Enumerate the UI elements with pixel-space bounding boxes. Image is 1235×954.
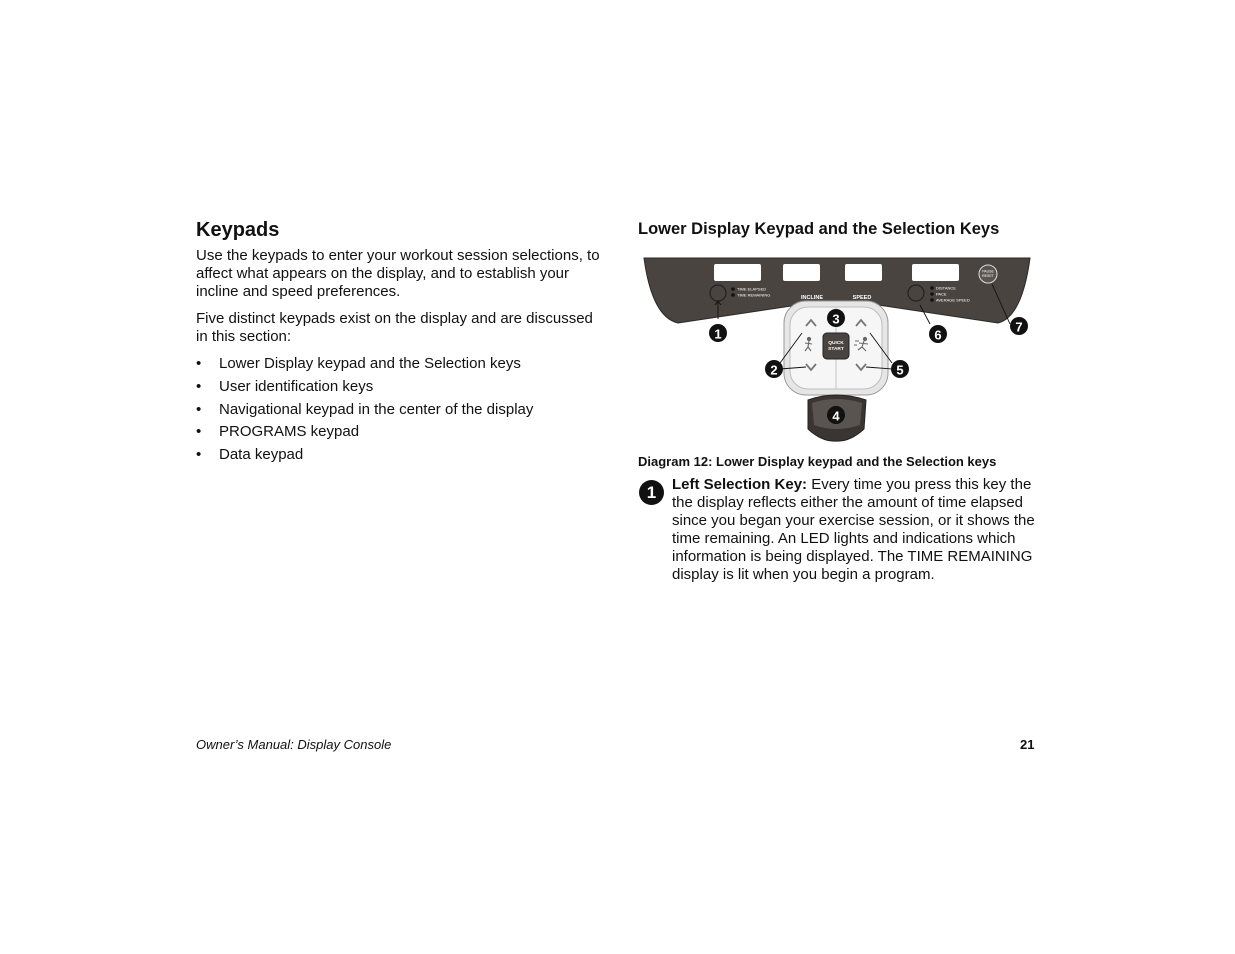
display-window: [912, 264, 959, 281]
led-icon: [731, 287, 735, 291]
quick-start-label: START: [828, 347, 844, 352]
callout-number: 1: [714, 326, 722, 342]
section-heading: Lower Display Keypad and the Selection Keys: [638, 220, 1000, 238]
callout-number: 6: [934, 327, 942, 343]
led-label: TIME REMAINING: [737, 292, 771, 298]
page-heading: Keypads: [196, 219, 280, 241]
reset-label: RESET: [982, 274, 994, 278]
key-number-badge: 1: [639, 480, 664, 505]
led-label: PACE: [936, 291, 947, 297]
incline-label: INCLINE: [801, 295, 823, 301]
keypad-diagram: [638, 255, 1038, 445]
intro-paragraph: Use the keypads to enter your workout session selections, to affect what appears on the display, and to establish your incline and speed preferences.: [196, 247, 600, 300]
led-label: AVERAGE SPEED: [936, 297, 970, 303]
led-icon: [930, 292, 934, 296]
diagram-caption: Diagram 12: Lower Display keypad and the Selection keys: [638, 454, 997, 469]
page-number: 21: [1020, 737, 1035, 752]
key-text: Every time you press this key the the display reflects either the amount of time elapsed since you began your exercise session, or it shows the time remaining. An LED lights and indications which information is being displayed. The TIME REMAINING display is lit when you begin a program.: [672, 476, 1035, 583]
speed-label: SPEED: [852, 295, 872, 301]
list-item: • User identification keys: [196, 378, 533, 401]
callout-number: 2: [770, 362, 778, 378]
key-description: [672, 476, 1042, 584]
list-item: • PROGRAMS keypad: [196, 423, 533, 446]
led-label: DISTANCE: [936, 285, 956, 291]
keypad-list: [196, 355, 533, 469]
quick-start-label: QUICK: [828, 341, 844, 346]
quick-start-button: [823, 333, 849, 359]
display-window: [783, 264, 820, 281]
led-label: TIME ELAPSED: [737, 286, 767, 292]
callout-number: 7: [1015, 319, 1023, 335]
led-icon: [930, 286, 934, 290]
callout-number: 4: [832, 408, 840, 424]
key-title: Left Selection Key:: [672, 476, 808, 493]
display-window: [714, 264, 761, 281]
callout-number: 3: [832, 311, 840, 327]
intro-paragraph-2: Five distinct keypads exist on the display and are discussed in this section:: [196, 310, 593, 345]
list-item: • Lower Display keypad and the Selection keys: [196, 355, 533, 378]
led-icon: [731, 293, 735, 297]
list-item: • Data keypad: [196, 446, 533, 469]
footer-title: Owner’s Manual: Display Console: [196, 737, 392, 752]
reset-label: PAUSE: [982, 269, 994, 274]
display-window: [845, 264, 882, 281]
list-item: • Navigational keypad in the center of the display: [196, 401, 533, 424]
callout-number: 5: [896, 362, 904, 378]
led-icon: [930, 298, 934, 302]
